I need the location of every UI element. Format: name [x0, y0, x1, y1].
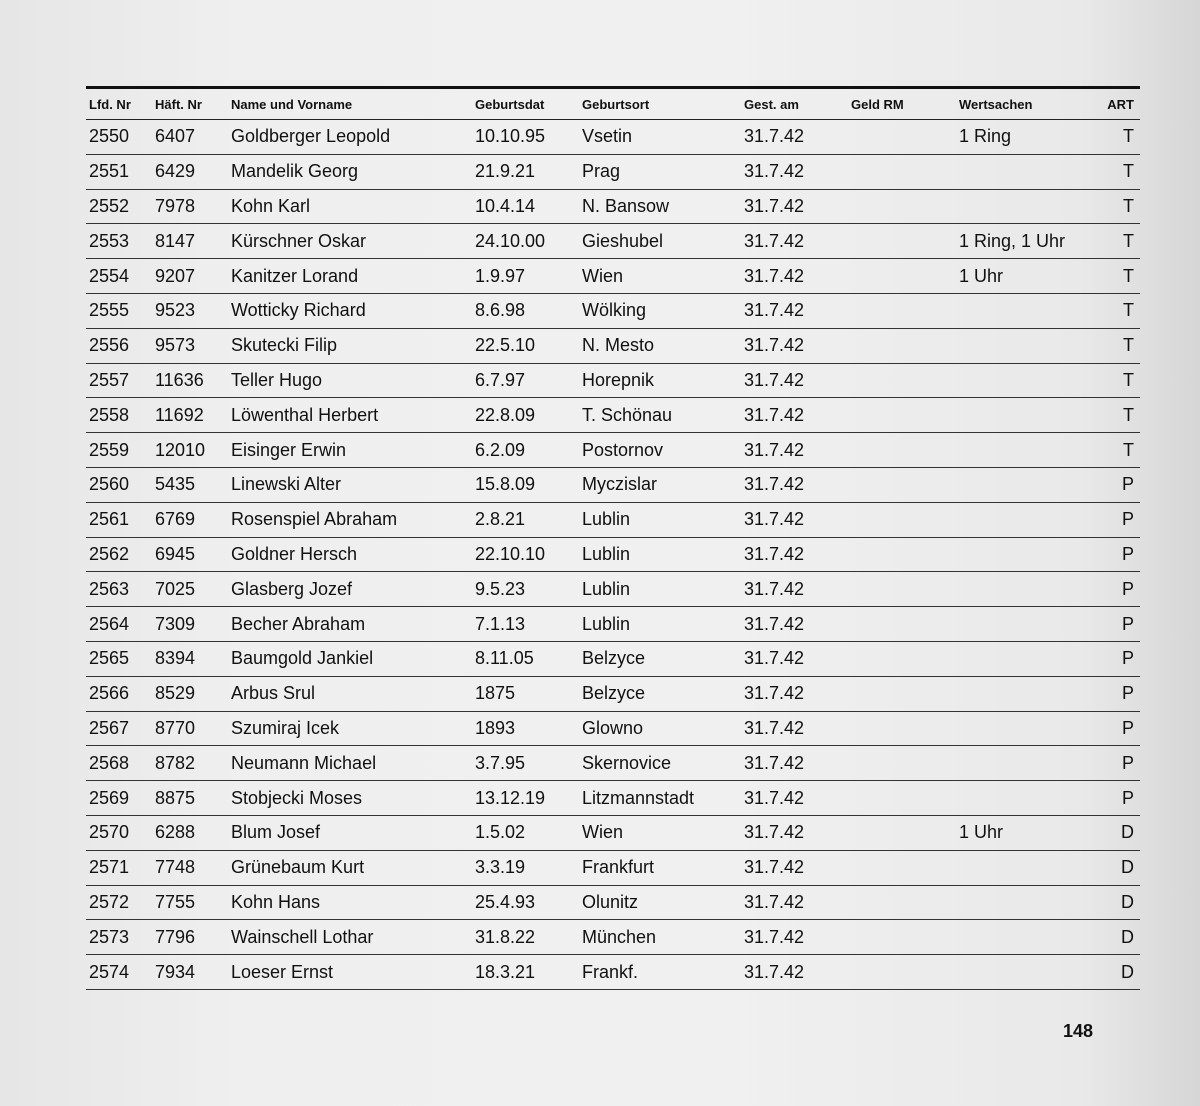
cell-name: Wainschell Lothar [231, 926, 374, 947]
cell-lfd-nr: 2569 [89, 787, 130, 808]
cell-geburtsdat: 9.5.23 [475, 578, 526, 599]
cell-art: P [1121, 648, 1134, 669]
header-haeft-nr: Häft. Nr [155, 96, 202, 112]
cell-lfd-nr: 2573 [89, 926, 130, 947]
cell-geburtsdat: 22.10.10 [475, 543, 546, 564]
cell-geburtsdat: 6.2.09 [475, 439, 526, 460]
cell-haeft-nr: 8394 [155, 648, 196, 669]
header-gest-am: Gest. am [744, 96, 799, 112]
cell-gest-am: 31.7.42 [744, 961, 805, 982]
cell-art: P [1121, 717, 1134, 738]
cell-lfd-nr: 2572 [89, 891, 130, 912]
cell-geburtsort: Lublin [582, 509, 631, 530]
cell-geburtsdat: 8.11.05 [475, 648, 534, 669]
cell-name: Grünebaum Kurt [231, 857, 365, 878]
table-row [86, 468, 1140, 503]
cell-art: T [1123, 126, 1134, 147]
cell-lfd-nr: 2557 [89, 369, 130, 390]
cell-geburtsort: München [582, 926, 657, 947]
cell-lfd-nr: 2562 [89, 543, 130, 564]
cell-haeft-nr: 7978 [155, 195, 196, 216]
cell-name: Kürschner Oskar [231, 230, 367, 251]
cell-wertsachen: 1 Ring [959, 126, 1012, 147]
table-row [86, 190, 1140, 225]
cell-gest-am: 31.7.42 [744, 578, 805, 599]
cell-geburtsdat: 25.4.93 [475, 891, 536, 912]
cell-geburtsort: Gieshubel [582, 230, 664, 251]
cell-art: T [1123, 265, 1134, 286]
cell-geburtsort: Lublin [582, 578, 631, 599]
header-art: ART [1107, 96, 1134, 112]
cell-geburtsort: Litzmannstadt [582, 787, 695, 808]
cell-geburtsort: N. Bansow [582, 195, 670, 216]
table-row [86, 224, 1140, 259]
table-row [86, 364, 1140, 399]
table-row [86, 329, 1140, 364]
cell-geburtsdat: 18.3.21 [475, 961, 536, 982]
cell-lfd-nr: 2567 [89, 717, 130, 738]
cell-haeft-nr: 12010 [155, 439, 206, 460]
cell-name: Szumiraj Icek [231, 717, 340, 738]
cell-geburtsort: Glowno [582, 717, 644, 738]
cell-haeft-nr: 7309 [155, 613, 196, 634]
table-row [86, 781, 1140, 816]
cell-haeft-nr: 8529 [155, 683, 196, 704]
header-wertsachen: Wertsachen [959, 96, 1033, 112]
cell-geburtsort: Frankf. [582, 961, 639, 982]
cell-art: D [1121, 891, 1134, 912]
cell-geburtsort: Wien [582, 822, 624, 843]
cell-geburtsort: Vsetin [582, 126, 633, 147]
cell-haeft-nr: 5435 [155, 474, 196, 495]
page-number: 148 [1063, 1021, 1094, 1041]
cell-haeft-nr: 11636 [155, 369, 204, 390]
cell-haeft-nr: 6769 [155, 509, 196, 530]
cell-geburtsort: Belzyce [582, 683, 646, 704]
cell-geburtsdat: 3.7.95 [475, 752, 526, 773]
cell-name: Kanitzer Lorand [231, 265, 359, 286]
cell-haeft-nr: 7748 [155, 857, 196, 878]
cell-art: T [1123, 369, 1134, 390]
cell-art: T [1123, 161, 1134, 182]
cell-gest-am: 31.7.42 [744, 195, 805, 216]
cell-name: Goldberger Leopold [231, 126, 391, 147]
table-row [86, 398, 1140, 433]
table-header [86, 89, 1140, 120]
cell-wertsachen: 1 Ring, 1 Uhr [959, 230, 1066, 251]
cell-geburtsdat: 1875 [475, 683, 516, 704]
cell-name: Kohn Hans [231, 891, 321, 912]
cell-geburtsort: Prag [582, 161, 621, 182]
cell-geburtsort: Skernovice [582, 752, 672, 773]
cell-geburtsdat: 3.3.19 [475, 857, 526, 878]
cell-gest-am: 31.7.42 [744, 543, 805, 564]
cell-art: T [1123, 404, 1134, 425]
cell-gest-am: 31.7.42 [744, 230, 805, 251]
cell-lfd-nr: 2571 [89, 857, 130, 878]
cell-haeft-nr: 8782 [155, 752, 196, 773]
table-row [86, 886, 1140, 921]
table-row [86, 433, 1140, 468]
cell-geburtsort: N. Mesto [582, 335, 655, 356]
header-lfd-nr: Lfd. Nr [89, 96, 131, 112]
cell-geburtsort: Frankfurt [582, 857, 655, 878]
table-row [86, 920, 1140, 955]
cell-lfd-nr: 2565 [89, 648, 130, 669]
cell-name: Baumgold Jankiel [231, 648, 374, 669]
cell-lfd-nr: 2555 [89, 300, 130, 321]
cell-gest-am: 31.7.42 [744, 509, 805, 530]
cell-gest-am: 31.7.42 [744, 717, 805, 738]
cell-geburtsort: Olunitz [582, 891, 639, 912]
cell-name: Eisinger Erwin [231, 439, 347, 460]
cell-name: Linewski Alter [231, 474, 342, 495]
cell-haeft-nr: 9573 [155, 335, 196, 356]
table-row [86, 677, 1140, 712]
cell-name: Loeser Ernst [231, 961, 334, 982]
cell-lfd-nr: 2566 [89, 683, 130, 704]
cell-art: P [1121, 509, 1134, 530]
cell-name: Arbus Srul [231, 683, 316, 704]
table-row [86, 851, 1140, 886]
cell-gest-am: 31.7.42 [744, 335, 805, 356]
table-row [86, 955, 1140, 990]
cell-geburtsdat: 21.9.21 [475, 161, 536, 182]
cell-haeft-nr: 6407 [155, 126, 196, 147]
cell-geburtsort: Horepnik [582, 369, 655, 390]
cell-lfd-nr: 2564 [89, 613, 130, 634]
cell-haeft-nr: 8147 [155, 230, 196, 251]
cell-lfd-nr: 2559 [89, 439, 130, 460]
table-row [86, 120, 1140, 155]
cell-haeft-nr: 7796 [155, 926, 196, 947]
header-geburtsort: Geburtsort [582, 96, 650, 112]
cell-haeft-nr: 9523 [155, 300, 196, 321]
cell-art: D [1121, 822, 1134, 843]
table-row [86, 642, 1140, 677]
cell-gest-am: 31.7.42 [744, 126, 805, 147]
cell-art: P [1121, 474, 1134, 495]
cell-gest-am: 31.7.42 [744, 613, 805, 634]
cell-name: Becher Abraham [231, 613, 366, 634]
table-row [86, 538, 1140, 573]
cell-name: Blum Josef [231, 822, 321, 843]
cell-geburtsort: Wölking [582, 300, 647, 321]
cell-gest-am: 31.7.42 [744, 265, 805, 286]
cell-lfd-nr: 2558 [89, 404, 130, 425]
cell-name: Wotticky Richard [231, 300, 366, 321]
cell-gest-am: 31.7.42 [744, 683, 805, 704]
cell-lfd-nr: 2550 [89, 126, 130, 147]
header-geburtsdat: Geburtsdat [475, 96, 545, 112]
table-row [86, 607, 1140, 642]
cell-haeft-nr: 7934 [155, 961, 196, 982]
cell-gest-am: 31.7.42 [744, 857, 805, 878]
table-row [86, 816, 1140, 851]
cell-lfd-nr: 2554 [89, 265, 130, 286]
cell-art: D [1121, 961, 1134, 982]
cell-art: D [1121, 926, 1134, 947]
cell-gest-am: 31.7.42 [744, 752, 805, 773]
table-row [86, 746, 1140, 781]
cell-geburtsort: Myczislar [582, 474, 657, 495]
cell-haeft-nr: 9207 [155, 265, 196, 286]
cell-geburtsdat: 10.10.95 [475, 126, 546, 147]
cell-geburtsdat: 15.8.09 [475, 474, 536, 495]
cell-art: P [1121, 752, 1134, 773]
cell-name: Löwenthal Herbert [231, 404, 379, 425]
cell-art: D [1121, 857, 1134, 878]
cell-gest-am: 31.7.42 [744, 787, 805, 808]
cell-haeft-nr: 11692 [155, 404, 204, 425]
cell-geburtsort: Belzyce [582, 648, 646, 669]
cell-wertsachen: 1 Uhr [959, 265, 1004, 286]
table-row [86, 572, 1140, 607]
cell-name: Mandelik Georg [231, 161, 359, 182]
table-row [86, 503, 1140, 538]
cell-art: T [1123, 195, 1134, 216]
cell-haeft-nr: 8770 [155, 717, 196, 738]
cell-geburtsdat: 31.8.22 [475, 926, 536, 947]
cell-wertsachen: 1 Uhr [959, 822, 1004, 843]
cell-lfd-nr: 2553 [89, 230, 130, 251]
table-row [86, 155, 1140, 190]
cell-geburtsdat: 24.10.00 [475, 230, 546, 251]
register-table [86, 86, 1140, 990]
cell-art: T [1123, 230, 1134, 251]
cell-name: Rosenspiel Abraham [231, 509, 398, 530]
cell-gest-am: 31.7.42 [744, 404, 805, 425]
cell-name: Glasberg Jozef [231, 578, 353, 599]
cell-geburtsdat: 8.6.98 [475, 300, 526, 321]
cell-gest-am: 31.7.42 [744, 439, 805, 460]
cell-gest-am: 31.7.42 [744, 161, 805, 182]
cell-name: Neumann Michael [231, 752, 377, 773]
cell-name: Goldner Hersch [231, 543, 358, 564]
header-name: Name und Vorname [231, 96, 353, 112]
cell-geburtsdat: 1.5.02 [475, 822, 526, 843]
cell-geburtsort: T. Schönau [582, 404, 673, 425]
cell-geburtsdat: 6.7.97 [475, 369, 526, 390]
cell-haeft-nr: 8875 [155, 787, 196, 808]
table-row [86, 294, 1140, 329]
cell-gest-am: 31.7.42 [744, 822, 805, 843]
cell-geburtsdat: 13.12.19 [475, 787, 546, 808]
cell-geburtsdat: 22.5.10 [475, 335, 536, 356]
cell-geburtsort: Lublin [582, 613, 631, 634]
cell-name: Teller Hugo [231, 369, 323, 390]
cell-art: P [1121, 683, 1134, 704]
cell-geburtsdat: 22.8.09 [475, 404, 536, 425]
cell-gest-am: 31.7.42 [744, 891, 805, 912]
table-body [86, 120, 1140, 990]
cell-geburtsdat: 2.8.21 [475, 509, 526, 530]
cell-haeft-nr: 7755 [155, 891, 196, 912]
cell-geburtsdat: 10.4.14 [475, 195, 536, 216]
cell-art: P [1121, 543, 1134, 564]
cell-lfd-nr: 2570 [89, 822, 130, 843]
cell-lfd-nr: 2556 [89, 335, 130, 356]
cell-name: Skutecki Filip [231, 335, 338, 356]
cell-lfd-nr: 2551 [89, 161, 130, 182]
cell-gest-am: 31.7.42 [744, 648, 805, 669]
cell-lfd-nr: 2552 [89, 195, 130, 216]
header-geld-rm: Geld RM [851, 96, 904, 112]
cell-geburtsdat: 1893 [475, 717, 516, 738]
cell-name: Stobjecki Moses [231, 787, 363, 808]
cell-art: T [1123, 439, 1134, 460]
cell-geburtsort: Postornov [582, 439, 664, 460]
cell-art: P [1121, 613, 1134, 634]
cell-gest-am: 31.7.42 [744, 474, 805, 495]
table-row [86, 259, 1140, 294]
cell-geburtsdat: 1.9.97 [475, 265, 526, 286]
cell-art: T [1123, 335, 1134, 356]
cell-haeft-nr: 6945 [155, 543, 196, 564]
cell-gest-am: 31.7.42 [744, 300, 805, 321]
cell-lfd-nr: 2563 [89, 578, 130, 599]
cell-art: P [1121, 578, 1134, 599]
cell-lfd-nr: 2560 [89, 474, 130, 495]
cell-haeft-nr: 6288 [155, 822, 196, 843]
cell-lfd-nr: 2574 [89, 961, 130, 982]
cell-lfd-nr: 2561 [89, 509, 130, 530]
table-row [86, 712, 1140, 747]
cell-haeft-nr: 7025 [155, 578, 196, 599]
cell-geburtsort: Wien [582, 265, 624, 286]
cell-gest-am: 31.7.42 [744, 926, 805, 947]
cell-lfd-nr: 2568 [89, 752, 130, 773]
cell-art: P [1121, 787, 1134, 808]
cell-name: Kohn Karl [231, 195, 311, 216]
cell-haeft-nr: 6429 [155, 161, 196, 182]
cell-gest-am: 31.7.42 [744, 369, 805, 390]
cell-geburtsort: Lublin [582, 543, 631, 564]
cell-art: T [1123, 300, 1134, 321]
cell-geburtsdat: 7.1.13 [475, 613, 526, 634]
